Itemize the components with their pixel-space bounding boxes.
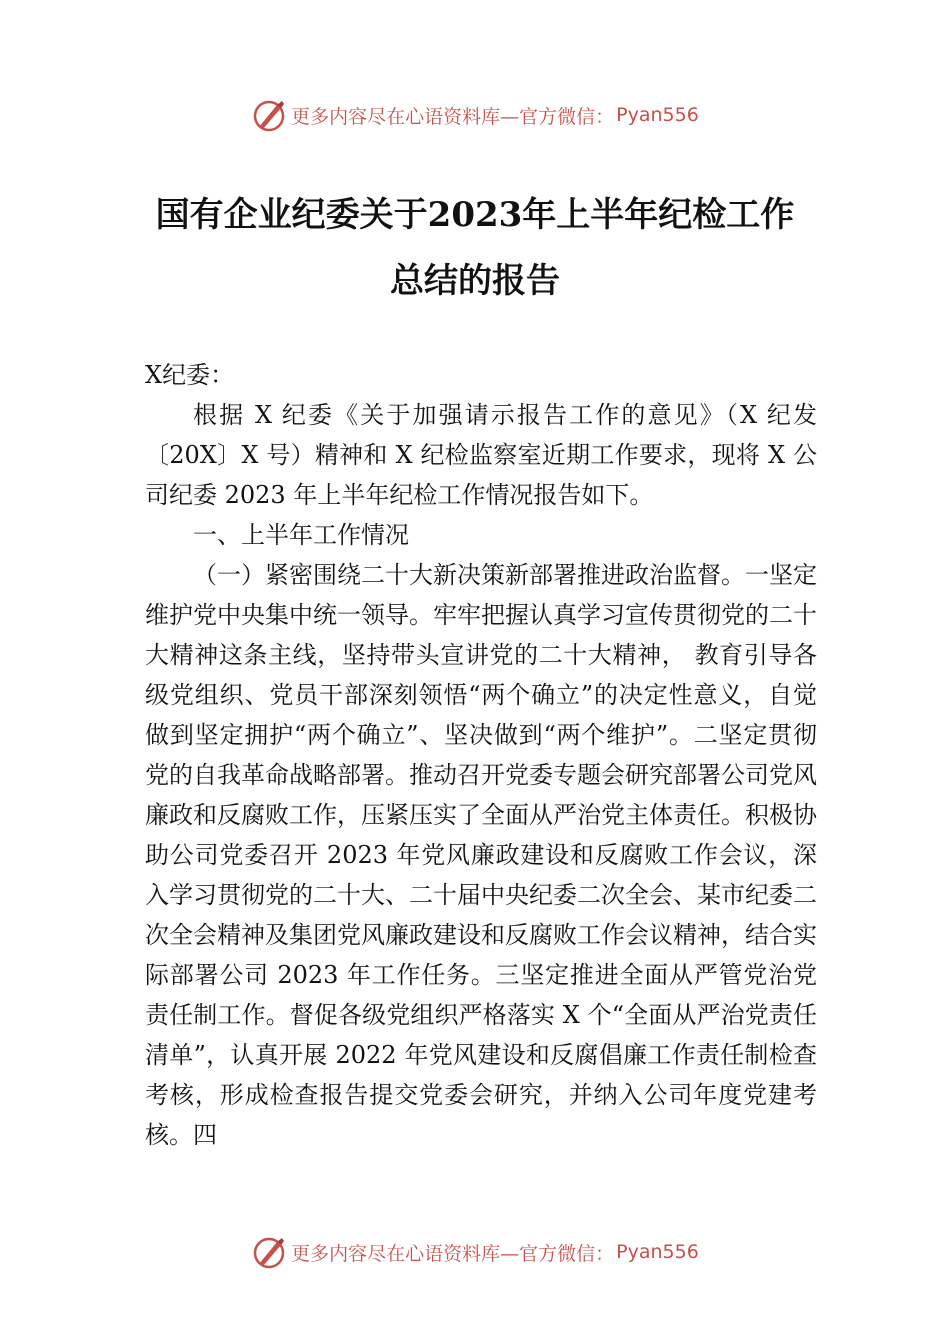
watermark-wechat-id: Pyan556 xyxy=(616,1241,699,1263)
watermark-banner-top xyxy=(0,95,950,135)
document-body xyxy=(145,355,817,1155)
title-line-2: 总结的报告 xyxy=(390,261,560,301)
pen-logo-icon xyxy=(251,1234,287,1270)
watermark-text: 更多内容尽在心语资料库—官方微信： xyxy=(291,105,615,128)
title-line-1: 国有企业纪委关于2023年上半年纪检工作 xyxy=(155,195,795,235)
intro-paragraph: 根据 X 纪委《关于加强请示报告工作的意见》（X 纪发〔20X〕X 号）精神和 X 纪检监察室近期工作要求，现将 X 公司纪委 2023 年上半年纪检工作情况报告如下。 xyxy=(145,401,817,509)
paragraph-1: （一）紧密围绕二十大新决策新部署推进政治监督。一坚定维护党中央集中统一领导。牢牢把握认真学习宣传贯彻党的二十大精神这条主线，坚持带头宣讲党的二十大精神， 教育引导各级党组织、党员干部深刻领悟“两个确立”的决定性意义，自觉做到坚定拥护“两个确立”、坚决做到“两个维护”。二坚定贯彻党的自我革命战略部署。推动召开党委专题会研究部署公司党风廉政和反腐败工作，压紧压实了全面从严治党主体责任。积极协助公司党委召开 2023 年党风廉政建设和反腐败工作会议，深入学习贯彻党的二十大、二十届中央纪委二次全会、某市纪委二次全会精神及集团党风廉政建设和反腐败工作会议精神，结合实际部署公司 2023 年工作任务。三坚定推进全面从严管党治党责任制工作。督促各级党组织严格落实 X 个“全面从严治党责任清单”，认真开展 2022 年党风建设和反腐倡廉工作责任制检查考核，形成检查报告提交党委会研究，并纳入公司年度党建考核。四 xyxy=(145,561,817,1149)
watermark-banner-bottom xyxy=(0,1232,950,1272)
section-heading-1: 一、上半年工作情况 xyxy=(193,521,409,549)
pen-logo-icon xyxy=(251,97,287,133)
watermark-text: 更多内容尽在心语资料库—官方微信： xyxy=(291,1242,615,1265)
watermark-wechat-id: Pyan556 xyxy=(616,104,699,126)
salutation: X纪委： xyxy=(145,361,235,389)
document-title xyxy=(120,182,830,314)
